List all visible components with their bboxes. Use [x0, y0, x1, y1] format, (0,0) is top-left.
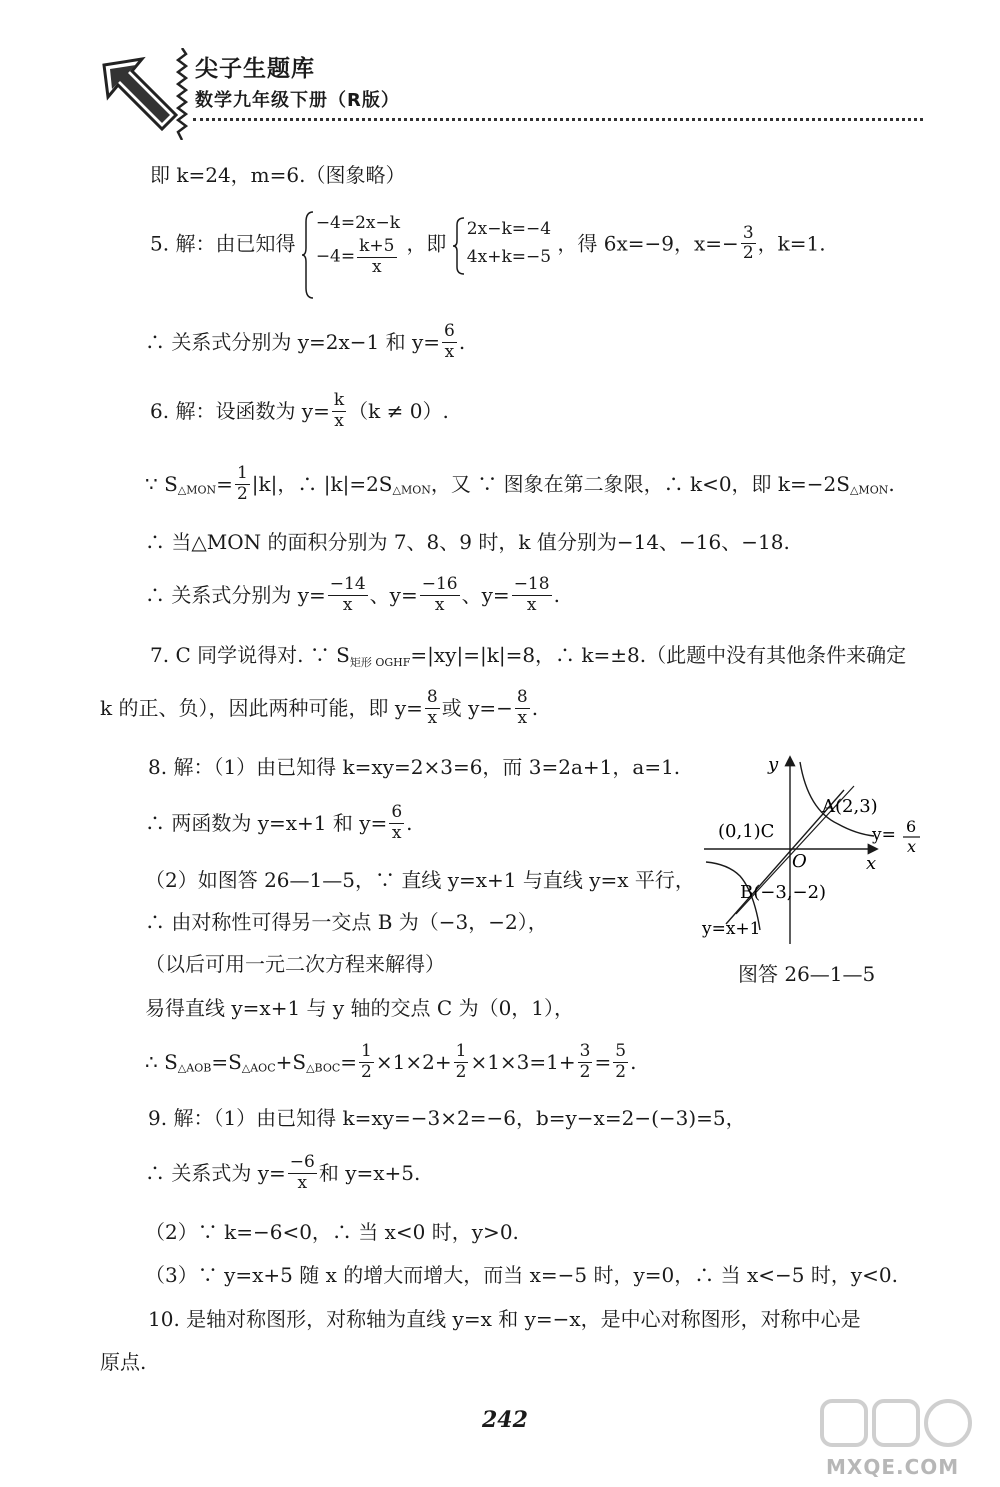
fraction-numerator: 3	[579, 1041, 591, 1061]
fraction-denominator: 2	[742, 243, 754, 264]
fraction	[425, 688, 440, 728]
fraction-denominator: x	[391, 822, 402, 843]
text-line	[145, 575, 560, 615]
text-line	[145, 1042, 636, 1082]
fraction-denominator: x	[517, 707, 528, 728]
text-segment: .	[458, 330, 466, 355]
origin-label: O	[792, 851, 807, 872]
fraction-numerator: k	[333, 390, 345, 410]
page-header	[0, 0, 1000, 150]
text-segment: .	[630, 1050, 637, 1075]
text-segment: .	[406, 811, 413, 836]
fraction	[357, 237, 396, 277]
fraction-numerator: 3	[742, 222, 754, 243]
fraction-numerator: 6	[444, 321, 455, 341]
text-segment: .	[888, 472, 895, 497]
fraction-numerator: 6	[391, 802, 403, 822]
text-segment: ×1×2+	[375, 1050, 452, 1075]
text-segment: .	[553, 583, 560, 608]
fraction-numerator: k+5	[359, 236, 395, 257]
fraction-denominator: 2	[579, 1061, 591, 1082]
text-segment: ×1×3=1+	[470, 1050, 576, 1075]
text-line	[145, 1153, 420, 1193]
fraction-denominator: x	[342, 594, 353, 615]
q5-system-1	[302, 210, 400, 277]
fraction	[613, 1042, 628, 1082]
text-line: （2）∵ k=−6<0，∴ 当 x<0 时，y>0.	[145, 1220, 519, 1244]
page-number: 242	[482, 1407, 528, 1433]
q5-tail-1: ，得 6x=−9，x=−	[557, 231, 739, 256]
text-segment: =	[594, 1050, 612, 1075]
text-segment: 和 y=x+5.	[318, 1161, 421, 1186]
text-line	[145, 464, 895, 504]
fraction-denominator: 2	[615, 1061, 627, 1082]
q5-tail-2: ，k=1.	[757, 231, 826, 256]
point-c-label: (0,1)C	[718, 821, 775, 842]
curve-label-num: 6	[906, 817, 917, 836]
fraction-numerator: 5	[615, 1041, 627, 1061]
text-line: 原点.	[100, 1350, 147, 1374]
fraction-numerator: −14	[329, 574, 366, 594]
fraction	[741, 224, 756, 264]
q6-line	[150, 391, 449, 431]
curve-label-den: x	[907, 837, 917, 856]
q5-line	[150, 210, 826, 277]
text-segment: ∴ 关系式分别为 y=2x−1 和 y=	[145, 330, 441, 355]
text-line: （以后可用一元二次方程来解得）	[145, 952, 445, 976]
fraction	[389, 803, 404, 843]
book-title: 尖子生题库	[195, 56, 315, 82]
text-line: 易得直线 y=x+1 与 y 轴的交点 C 为（0，1），	[145, 996, 575, 1020]
fraction	[420, 575, 460, 615]
fraction	[332, 391, 346, 431]
text-segment: |k|，∴ |k|=2S	[251, 472, 393, 497]
text-segment: ∴ 关系式为 y=	[145, 1161, 286, 1186]
fraction	[359, 1042, 374, 1082]
text-segment: ∴ 关系式分别为 y=	[145, 583, 326, 608]
subscript: 矩形 OGHF	[349, 656, 411, 669]
text-line: 即 k=24，m=6.（图象略）	[150, 163, 406, 187]
fraction-numerator: −6	[289, 1152, 315, 1172]
fraction-denominator: x	[434, 594, 445, 615]
fraction-denominator: x	[427, 707, 438, 728]
x-axis-label: x	[866, 853, 877, 874]
text-line: 10. 是轴对称图形，对称轴为直线 y=x 和 y=−x，是中心对称图形，对称中心是	[148, 1307, 861, 1331]
text-segment: =	[340, 1050, 358, 1075]
line-label: y=x+1	[702, 919, 761, 939]
fraction-denominator: 2	[455, 1061, 467, 1082]
subscript: △MON	[849, 483, 889, 497]
zigzag-divider-icon	[176, 48, 188, 140]
fraction	[578, 1042, 593, 1082]
q5-eq-2	[316, 237, 400, 277]
watermark-text: MXQE.COM	[826, 1455, 960, 1479]
fraction-numerator: 8	[426, 687, 438, 707]
point-a-label: A(2,3)	[822, 796, 878, 817]
q9-line: 9. 解：（1）由已知得 k=xy=−3×2=−6，b=y−x=2−(−3)=5，	[148, 1106, 746, 1130]
q5-eq-3: 2x−k=−4	[466, 219, 552, 240]
fraction	[235, 464, 250, 504]
figure-caption: 图答 26—1—5	[738, 962, 876, 986]
y-axis-label: y	[768, 754, 779, 775]
arrow-logo-icon	[100, 55, 180, 135]
fraction-numerator: −18	[513, 574, 550, 594]
subscript: △MON	[177, 483, 217, 497]
text-segment: ∴ S	[145, 1050, 178, 1075]
text-segment: ，又 ∵ 图象在第二象限，∴ k<0，即 k=−2S	[430, 472, 850, 497]
fraction-numerator: −16	[421, 574, 458, 594]
left-brace-icon	[302, 210, 314, 300]
text-line	[145, 322, 465, 362]
fraction-numerator: 1	[455, 1041, 467, 1061]
subscript: △AOC	[241, 1061, 276, 1075]
book-subtitle: 数学九年级下册（R版）	[195, 90, 400, 111]
header-rule	[193, 118, 923, 121]
fraction	[442, 322, 457, 362]
function-graph	[698, 752, 938, 947]
text-line: （3）∵ y=x+5 随 x 的增大而增大，而当 x=−5 时，y=0，∴ 当 x<−5 时，y<0.	[145, 1263, 898, 1287]
text-segment: .	[531, 696, 539, 721]
fraction-denominator: 2	[236, 483, 248, 504]
text-line	[145, 803, 413, 843]
fraction-denominator: 2	[361, 1061, 372, 1082]
text-line: ∴ 当△MON 的面积分别为 7、8、9 时，k 值分别为−14、−16、−18.	[145, 530, 790, 554]
left-brace-icon	[453, 216, 465, 276]
text-segment: （k ≠ 0）.	[348, 399, 449, 424]
fraction-numerator: 1	[236, 463, 248, 483]
curve-label-pre: y=	[872, 825, 896, 845]
text-segment: 7. C 同学说得对. ∵ S	[150, 643, 350, 667]
q5-system-2	[453, 216, 551, 270]
q5-mid: ，即	[406, 231, 447, 256]
fraction-denominator: x	[526, 594, 537, 615]
q8-line: 8. 解：（1）由已知得 k=xy=2×3=6，而 3=2a+1，a=1.	[148, 755, 681, 779]
text-line: ∴ 由对称性可得另一交点 B 为（−3，−2），	[145, 910, 548, 934]
watermark-logo-icon	[818, 1395, 978, 1455]
fraction-numerator: 8	[516, 687, 528, 707]
text-line	[100, 688, 538, 728]
text-segment: =S	[211, 1050, 242, 1075]
text-segment: =	[216, 472, 233, 497]
fraction-denominator: x	[334, 410, 344, 431]
fraction-denominator: x	[297, 1172, 308, 1193]
text-segment: ∵ S	[145, 472, 178, 497]
text-segment: 6. 解：设函数为 y=	[150, 399, 330, 424]
text-line: （2）如图答 26—1—5，∵ 直线 y=x+1 与直线 y=x 平行，	[145, 868, 695, 892]
text-segment: +S	[275, 1050, 307, 1075]
fraction-denominator: x	[372, 256, 382, 277]
fraction	[328, 575, 368, 615]
fraction	[512, 575, 552, 615]
q5-eq-2-pre: −4=	[315, 246, 356, 267]
fraction-denominator: x	[444, 341, 455, 362]
text-segment: ∴ 两函数为 y=x+1 和 y=	[145, 811, 388, 836]
text-segment: 、y=	[369, 583, 418, 608]
text-segment: 、y=	[461, 583, 510, 608]
q7-line	[150, 645, 906, 668]
fraction	[288, 1153, 317, 1193]
text-segment: 或 y=−	[441, 696, 513, 721]
text-segment: =|xy|=|k|=8，∴ k=±8.（此题中没有其他条件来确定	[410, 643, 907, 667]
q5-intro: 5. 解：由已知得	[150, 231, 296, 256]
subscript: △AOB	[177, 1061, 212, 1075]
subscript: △BOC	[306, 1061, 341, 1075]
fraction-numerator: 1	[361, 1041, 372, 1061]
point-b-label: B(−3,−2)	[740, 882, 827, 903]
text-segment: k 的正、负），因此两种可能，即 y=	[100, 696, 423, 721]
subscript: △MON	[392, 483, 431, 497]
fraction	[515, 688, 530, 728]
fraction	[454, 1042, 469, 1082]
q5-eq-4: 4x+k=−5	[466, 246, 552, 267]
q5-eq-1: −4=2x−k	[315, 213, 401, 233]
